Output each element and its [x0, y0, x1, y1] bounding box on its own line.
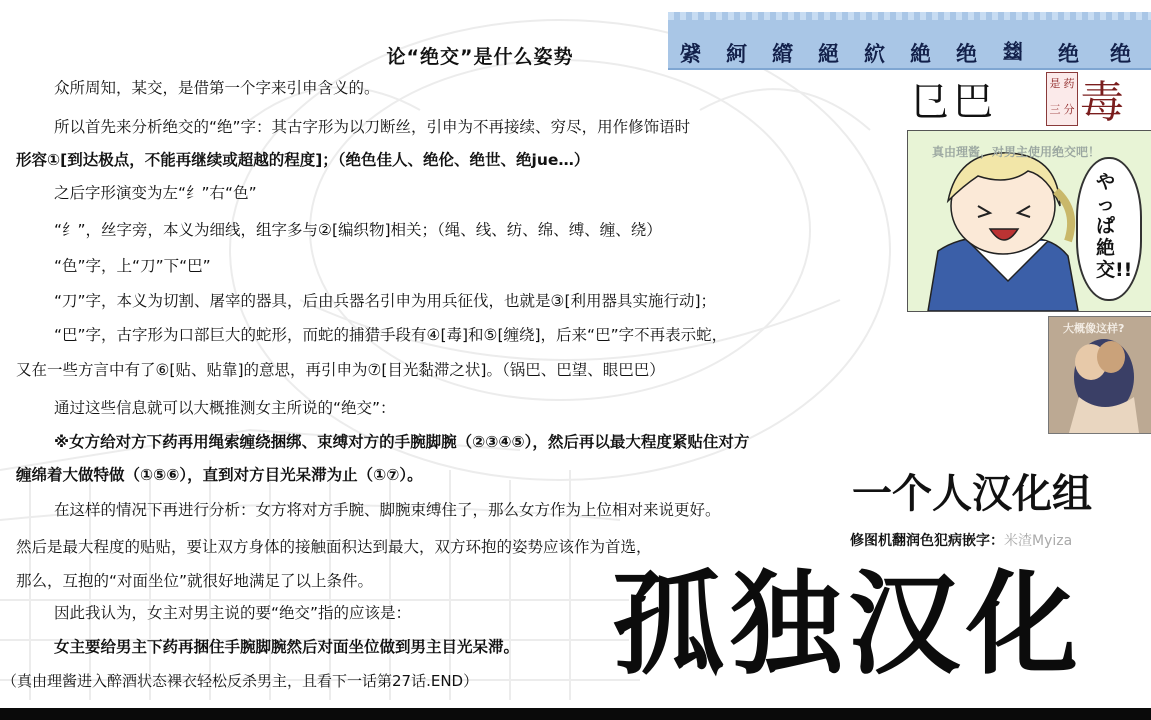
seal-char-4: 分 [1063, 103, 1075, 116]
seal-char-2: 药 [1063, 77, 1075, 90]
illustration-thumbnail [1048, 316, 1151, 434]
body-line-15: 那么，互抱的“对面坐位”就很好地满足了以上条件。 [16, 572, 374, 590]
footer-note: （真由理酱进入醉酒状态裸衣轻松反杀男主，且看下一话第27话.END） [2, 672, 479, 690]
body-line-13: 在这样的情况下再进行分析：女方将对方手腕、脚腕束缚住了，那么女方作为上位相对来说更好。 [54, 501, 721, 519]
ba-modern-glyph: 巴 [953, 79, 993, 125]
glyph-3: 䌣 [772, 41, 793, 66]
body-line-14: 然后是最大程度的贴贴，要让双方身体的接触面积达到最大，双方环抱的姿势应该作为首选， [16, 538, 652, 556]
glyph-9: 绝 [1058, 41, 1079, 66]
body-line-16: 因此我认为，女主对男主说的要“绝交”指的应该是： [54, 604, 412, 622]
glyph-evolution-strip [668, 12, 1151, 70]
glyph-8: 𢇍 [1002, 39, 1023, 64]
glyph-7: 绝 [956, 41, 977, 66]
body-line-5: “纟”，丝字旁，本义为细线，组字多与②[编织物]相关；（绳、线、纺、绵、缚、缠、绕） [54, 221, 662, 239]
body-line-8: “巴”字，古字形为口部巨大的蛇形，而蛇的捕猎手段有④[毒]和⑤[缠绕]，后来“巴”字不再表示蛇， [54, 326, 728, 344]
body-line-3: 形容①[到达极点，不能再继续或超越的程度]；（绝色佳人、绝伦、绝世、绝jue…） [16, 151, 590, 169]
glyph-6: 絶 [910, 41, 931, 66]
body-line-2: 所以首先来分析绝交的“绝”字：其古字形为以刀断丝，引申为不再接续、穷尽，用作修饰语时 [54, 118, 691, 136]
seal-stamp [1046, 72, 1078, 126]
thumbnail-caption: 大概像这样? [1063, 322, 1125, 335]
body-line-10: 通过这些信息就可以大概推测女主所说的“绝交”： [54, 399, 396, 417]
page-title: 论“绝交”是什么姿势 [386, 46, 574, 68]
manga-panel [907, 130, 1151, 312]
group-name: 一个人汉化组 [852, 471, 1092, 517]
poison-glyph: 毒 [1080, 77, 1124, 128]
seal-char-1: 是 [1049, 77, 1061, 90]
manga-caption: 真由理酱，对男主使用绝交吧！ [932, 145, 1101, 159]
staff-label: 修图机翻润色犯病嵌字： [850, 533, 1004, 549]
body-line-11: ※女方给对方下药再用绳索缠绕捆绑、束缚对方的手腕脚腕（②③④⑤），然后再以最大程度紧贴住对方 [54, 433, 750, 451]
glyph-5: 䋉 [864, 41, 885, 66]
staff-credit [850, 530, 1072, 550]
body-line-4: 之后字形演变为左“纟”右“色” [54, 184, 257, 202]
seal-char-3: 三 [1049, 103, 1061, 116]
body-line-1: 众所周知，某交，是借第一个字来引申含义的。 [54, 79, 380, 97]
body-line-6: “色”字，上“刀”下“巴” [54, 257, 211, 275]
speech-bubble-text: やっぱ絶交!! [1096, 171, 1133, 281]
glyph-4: 絕 [818, 41, 839, 66]
ba-ancient-glyph: 㔾 [909, 79, 949, 125]
strip-dot-border [668, 12, 1151, 20]
body-line-17: 女主要给男主下药再捆住手腕脚腕然后对面坐位做到男主目光呆滞。 [54, 638, 520, 656]
glyph-10: 绝 [1110, 41, 1131, 66]
glyph-1: 䋯 [680, 41, 701, 66]
glyph-2: 䋍 [726, 41, 747, 66]
body-line-12: 缠绵着大做特做（①⑤⑥），直到对方目光呆滞为止（①⑦）。 [16, 466, 423, 484]
staff-name: 米渣Myiza [1004, 533, 1073, 549]
body-line-9: 又在一些方言中有了⑥[贴、贴靠]的意思，再引申为⑦[目光黏滞之状]。（锅巴、巴望、眼巴巴） [16, 361, 665, 379]
body-line-7: “刀”字，本义为切割、屠宰的器具，后由兵器名引申为用兵征伐，也就是③[利用器具实施行动]； [54, 292, 717, 310]
speech-bubble [1076, 157, 1142, 301]
big-title: 孤独汉化 [612, 560, 1084, 690]
bottom-bar [0, 708, 1151, 720]
